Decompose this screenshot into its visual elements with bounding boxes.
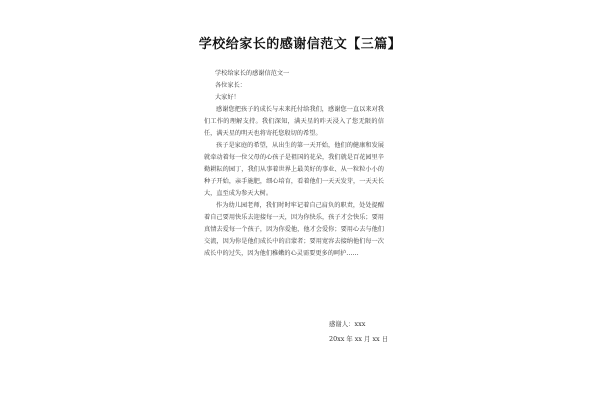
letter-signature: 感谢人：xxx bbox=[329, 320, 366, 328]
letter-greeting: 大家好！ bbox=[215, 94, 240, 101]
letter-date: 20xx 年 xx 月 xx 日 bbox=[329, 335, 389, 343]
document-title: 学校给家长的感谢信范文【三篇】 bbox=[198, 37, 402, 52]
letter-paragraph-3: 作为幼儿园老师，我们时时牢记着自己肩负的职责，处处提醒着自己要用快乐去迎接每一天，因为你快乐，孩子才会快乐；要用真情去爱每一个孩子，因为你爱他，他才会爱你；要用心去与他们交流，因为你是他们成长中的启蒙者；要用宽容去接纳他们每一次成长中的过失，因为他们稚嫩的心灵需要更多的呵护…… bbox=[204, 202, 384, 257]
letter-body bbox=[204, 68, 384, 260]
letter-paragraph-1: 感谢您把孩子的成长与未来托付给我们，感谢您一直以来对我们工作的理解支持。我们深知，满天星的昨天浸入了您无限的信任，满天星的明天也将寄托您殷切的希望。 bbox=[204, 106, 384, 137]
letter-salutation: 各位家长： bbox=[215, 82, 246, 89]
letter-paragraph-2: 孩子是家庭的希望，从出生的第一天开始，他们的健康和发展就牵动着每一位父母的心孩子是祖国的花朵，我们就是百花园里辛勤耕耘的园丁，我们从事着世界上最美好的事业、从一粒粒小小的种子开始，亲手施肥，细心培育，看着他们一天天发芽，一天天长大，直至成为参天大树。 bbox=[204, 142, 384, 197]
letter-subtitle: 学校给家长的感谢信范文一 bbox=[215, 70, 290, 77]
letter-signature-block bbox=[329, 317, 388, 347]
